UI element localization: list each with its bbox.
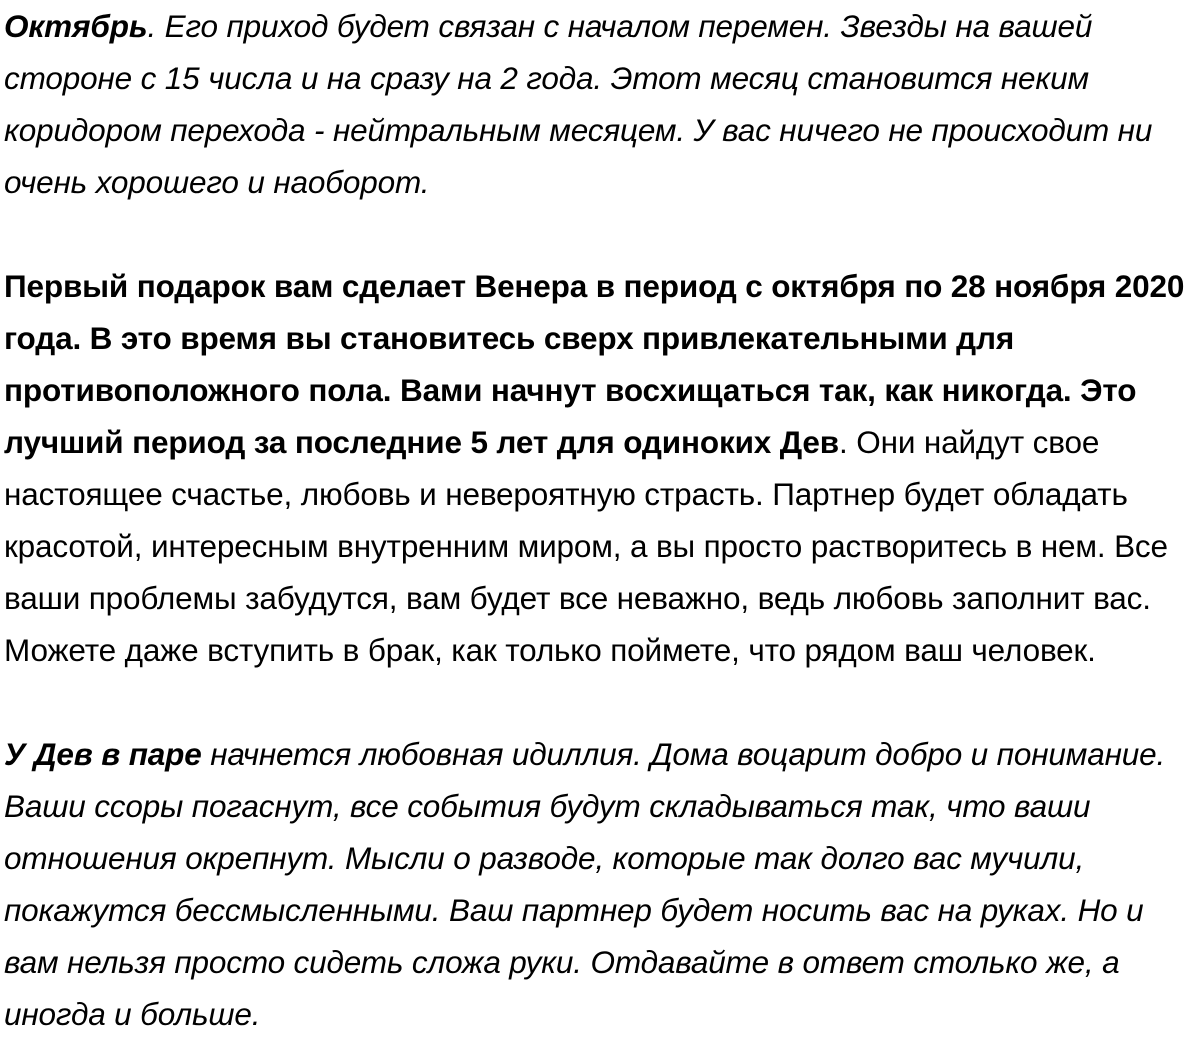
paragraph-couples: [4, 728, 1196, 1040]
paragraph-venus-lead: Первый подарок вам сделает Венера в период с октября по 28 ноября 2020 года. В это время вы становитесь сверх привлекательными для противоположного пола. Вами начнут восхищаться так, как никогда. Это лучший период за последние 5 лет для одиноких Дев: [4, 268, 1185, 460]
paragraph-october-text: . Его приход будет связан с началом перемен. Звезды на вашей стороне с 15 числа и на сразу на 2 года. Этот месяц становится неким коридором перехода - нейтральным месяцем. У вас ничего не происходит ни очень хорошего и наоборот.: [4, 8, 1153, 200]
paragraph-venus: [4, 260, 1196, 676]
paragraph-october: [4, 0, 1196, 208]
paragraph-venus-text: . Они найдут свое настоящее счастье, любовь и невероятную страсть. Партнер будет обладать красотой, интересным внутренним миром, а вы просто растворитесь в нем. Все ваши проблемы забудутся, вам будет все неважно, ведь любовь заполнит вас. Можете даже вступить в брак, как только поймете, что рядом ваш человек.: [4, 424, 1168, 668]
paragraph-couples-text: начнется любовная идиллия. Дома воцарит добро и понимание. Ваши ссоры погаснут, все события будут складываться так, что ваши отношения окрепнут. Мысли о разводе, которые так долго вас мучили, покажутся бессмысленными. Ваш партнер будет носить вас на руках. Но и вам нельзя просто сидеть сложа руки. Отдавайте в ответ столько же, а иногда и больше.: [4, 736, 1166, 1032]
paragraph-couples-lead: У Дев в паре: [4, 736, 202, 772]
paragraph-october-lead: Октябрь: [4, 8, 148, 44]
